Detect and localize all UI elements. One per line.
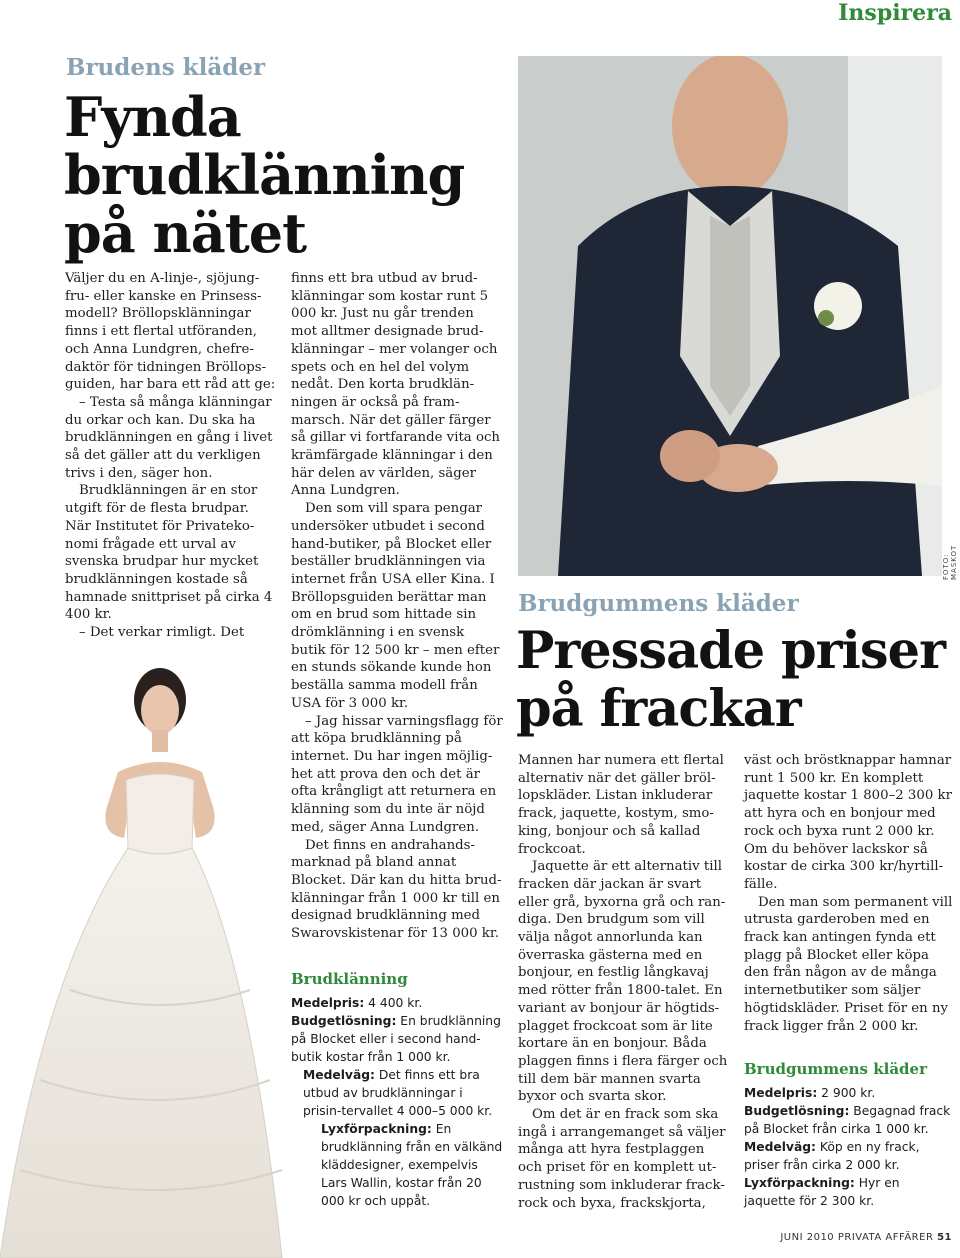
bride-photo: [0, 660, 285, 1258]
factbox-item: [744, 1084, 954, 1102]
factbox-label: Medelpris:: [291, 996, 365, 1010]
factbox-text: Hyr en jaquette för 2 300 kr.: [744, 1176, 900, 1208]
groom-title-line: Pressade priser: [516, 621, 945, 681]
paragraph: finns ett bra utbud av brud-klänningar som kostar runt 5 000 kr. Just nu går trenden mot alltmer designade brud-klänningar – mer volanger och spets och en hel del volym nedåt. Den korta brudklän-ningen är också på fram-marsch. När det gäller färger så gillar vi fortfarande vita och krämfärgade klänningar i den här delen av världen, säger Anna Lundgren.: [291, 271, 500, 499]
factbox-item: [291, 994, 503, 1012]
groom-article-column-1: [518, 752, 728, 1212]
factbox-text: Begagnad frack på Blocket från cirka 1 000 kr.: [744, 1104, 951, 1136]
magazine-name: PRIVATA AFFÄRER: [837, 1232, 934, 1243]
groom-kicker: Brudgummens kläder: [518, 590, 799, 617]
factbox-label: Lyxförpackning:: [744, 1176, 855, 1190]
bride-article-column-2: [291, 270, 503, 943]
factbox-label: Budgetlösning:: [291, 1014, 397, 1028]
factbox-item: [291, 1012, 503, 1066]
paragraph: Brudklänningen är en stor utgift för de flesta brudpar. När Institutet för Privateko-nomi frågade ett urval av svenska brudpar hur mycket brudklänningen kostade så hamnade snittpriset på cirka 4 400 kr.: [65, 483, 273, 623]
page-number: 51: [937, 1232, 952, 1243]
groom-article-column-2: [744, 752, 954, 1035]
factbox-label: Budgetlösning:: [744, 1104, 850, 1118]
paragraph: Jaquette är ett alternativ till fracken där jackan är svart eller grå, byxorna grå och ran-diga. Den brudgum som vill välja något annorlunda kan överraska gästerna med en bonjour, en festlig långkavaj med rötter från 1800-talet. En variant av bonjour är högtids-plagget frockcoat som är lite kortare än en bonjour. Båda plaggen finns i flera färger och till dem bär mannen svarta byxor och svarta skor.: [518, 859, 728, 1105]
paragraph: Om det är en frack som ska ingå i arrangemanget så väljer många att hyra festplaggen och priset för en komplett ut-rustning som inkluderar frack-rock och byxa, frackskjorta,: [518, 1107, 726, 1211]
bride-factbox: [291, 970, 503, 1210]
section-label: Inspirera: [838, 0, 952, 26]
factbox-label: Medelpris:: [744, 1086, 818, 1100]
factbox-item: [744, 1174, 954, 1210]
issue-date: JUNI 2010: [780, 1232, 835, 1243]
paragraph: Mannen har numera ett flertal alternativ när det gäller bröl-lopskläder. Listan inkluderar frack, jaquette, kostym, smo-king, bonjour och så kallad frockcoat.: [518, 753, 724, 857]
factbox-text: 2 900 kr.: [817, 1086, 876, 1100]
bride-dress-illustration: [0, 660, 285, 1258]
paragraph: – Testa så många klänningar du orkar och kan. Du ska ha brudklänningen en gång i livet så det gäller att du verkligen trivs i den, säger hon.: [65, 394, 273, 481]
photo-credit: FOTO: MASKOT: [942, 544, 958, 580]
bride-title: [64, 85, 465, 265]
bride-kicker: Brudens kläder: [66, 54, 266, 81]
groom-title-line: på frackar: [516, 679, 801, 739]
factbox-text: 4 400 kr.: [364, 996, 423, 1010]
factbox-item: [744, 1138, 954, 1174]
paragraph: – Det verkar rimligt. Det: [79, 625, 245, 641]
factbox-text: Det finns ett bra utbud av brudklänningar i prisin-tervallet 4 000–5 000 kr.: [303, 1068, 493, 1118]
bride-title-line: Fynda: [64, 85, 241, 149]
groom-photo: [518, 56, 942, 576]
bride-title-line: brudklänning: [64, 143, 465, 207]
groom-title: [516, 622, 945, 738]
bride-article-column-1: [65, 270, 277, 642]
factbox-label: Medelväg:: [744, 1140, 816, 1154]
factbox-label: Lyxförpackning:: [321, 1122, 432, 1136]
factbox-label: Medelväg:: [303, 1068, 375, 1082]
bride-title-line: på nätet: [64, 201, 307, 265]
factbox-item: [291, 1120, 503, 1210]
factbox-text: En brudklänning från en välkänd kläddesigner, exempelvis Lars Wallin, kostar från 20 000 kr och uppåt.: [321, 1122, 503, 1208]
paragraph: – Jag hissar varningsflagg för att köpa brudklänning på internet. Du har ingen möjlig-het att prova den och det är ofta krångligt att returnera en klänning som du inte är nöjd med, säger Anna Lundgren.: [291, 713, 503, 835]
groom-factbox: [744, 1060, 954, 1210]
paragraph: väst och bröstknappar hamnar runt 1 500 kr. En komplett jaquette kostar 1 800–2 300 kr att hyra och en bonjour med rock och byxa runt 2 000 kr. Om du behöver lackskor så kostar de cirka 300 kr/hyrtill-fälle.: [744, 753, 952, 892]
factbox-heading: Brudgummens kläder: [744, 1060, 927, 1078]
factbox-heading: Brudklänning: [291, 970, 408, 988]
factbox-item: [744, 1102, 954, 1138]
factbox-text: Köp en ny frack, priser från cirka 2 000 kr.: [744, 1140, 920, 1172]
paragraph: Den som vill spara pengar undersöker utbudet i second hand-butiker, på Blocket eller beställer brudklänningen via internet från USA eller Kina. I Bröllopsguiden berättar man om en brud som hittade sin drömklänning i en svensk butik för 12 500 kr – men efter en stunds sökande kunde hon beställa samma modell från USA för 3 000 kr.: [291, 501, 500, 711]
page-footer: [780, 1232, 952, 1243]
paragraph: Den man som permanent vill utrusta garderoben med en frack kan antingen fynda ett plagg på Blocket eller köpa den från någon av de många internetbutiker som säljer högtidskläder. Priset för en ny frack ligger från 2 000 kr.: [744, 894, 953, 1034]
factbox-item: [291, 1066, 503, 1120]
paragraph: Det finns en andrahands-marknad på bland annat Blocket. Där kan du hitta brud-klänningar från 1 000 kr till en designad brudklänning med Swarovskistenar för 13 000 kr.: [291, 837, 502, 942]
groom-ring-illustration: [518, 56, 942, 576]
paragraph: Väljer du en A-linje-, sjöjung-fru- eller kanske en Prinsess-modell? Bröllopsklänningar finns i ett flertal utföranden, och Anna Lundgren, chefre-daktör för tidningen Bröllops-guiden, har bara ett råd att ge:: [65, 271, 276, 393]
factbox-text: En brudklänning på Blocket eller i second hand-butik kostar från 1 000 kr.: [291, 1014, 501, 1064]
